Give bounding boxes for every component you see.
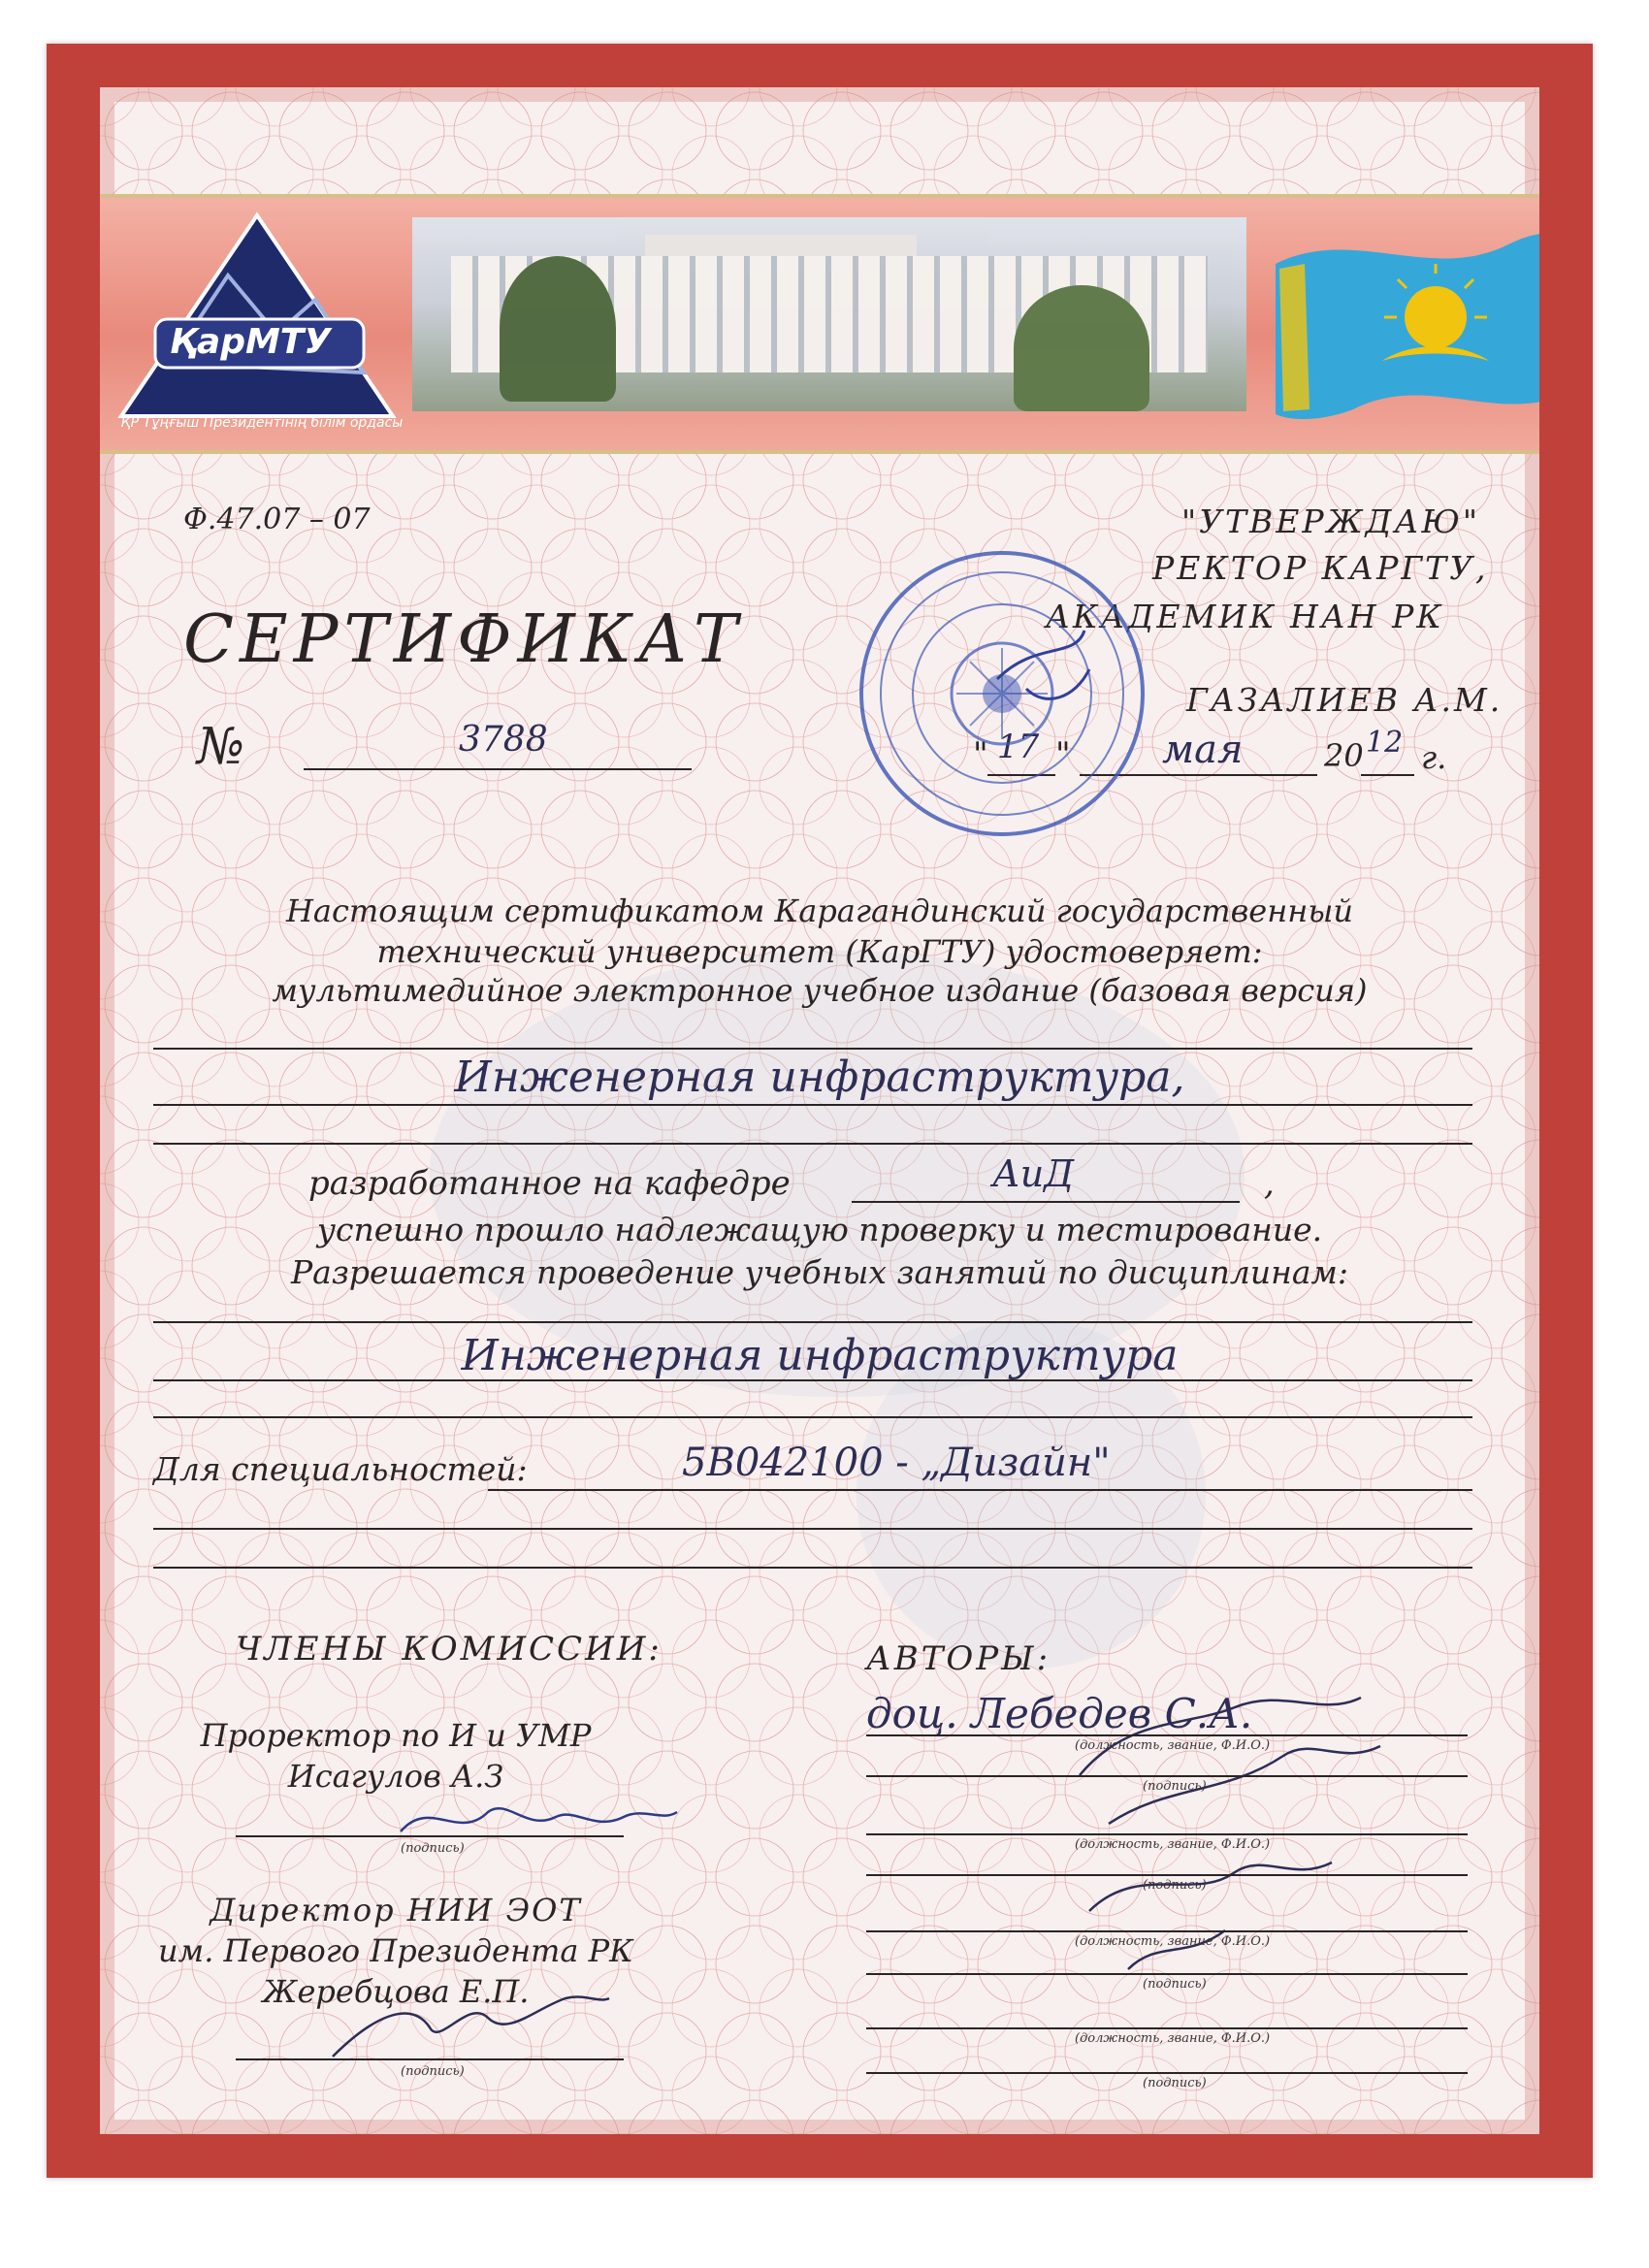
number-label: № xyxy=(197,718,245,776)
commission-title: ЧЛЕНЫ КОМИССИИ: xyxy=(236,1630,663,1669)
member2-signature-caption: (подпись) xyxy=(401,2064,465,2079)
approval-rector-name: ГАЗАЛИЕВ А.М. xyxy=(1186,681,1504,719)
intro-line-2: технический университет (КарГТУ) удостоверяет: xyxy=(376,933,1263,970)
certificate-frame xyxy=(47,44,1593,2178)
author4-position-caption: (должность, звание, Ф.И.О.) xyxy=(1075,2031,1271,2046)
approval-title: "УТВЕРЖДАЮ" xyxy=(1181,502,1481,540)
author1-position-caption: (должность, звание, Ф.И.О.) xyxy=(1075,1738,1271,1753)
department-line xyxy=(852,1201,1240,1203)
certificate-number: 3788 xyxy=(459,720,548,760)
approval-day: 17 xyxy=(997,728,1040,766)
author1: доц. Лебедев С.А. xyxy=(866,1690,1253,1737)
logo-name: ҚарМТУ xyxy=(170,322,332,362)
commission-member1-role: Проректор по И и УМР xyxy=(200,1717,592,1754)
kazakhstan-flag xyxy=(1266,225,1539,429)
author2-signature-caption: (подпись) xyxy=(1143,1878,1207,1893)
department-value: АиД xyxy=(992,1152,1075,1195)
passed-text: успешно прошло надлежащую проверку и тестирование. xyxy=(316,1211,1323,1248)
university-logo xyxy=(112,208,403,440)
commission-member2-role1: Директор НИИ ЭОТ xyxy=(210,1892,582,1928)
header-banner xyxy=(100,194,1539,454)
department-comma: , xyxy=(1264,1164,1275,1203)
author1-signature-caption: (подпись) xyxy=(1143,1779,1207,1794)
intro-line-3: мультимедийное электронное учебное издание (базовая версия) xyxy=(272,972,1368,1009)
university-building-photo xyxy=(412,217,1246,411)
commission-member2-name: Жеребцова Е.П. xyxy=(262,1973,530,2010)
certificate-title: СЕРТИФИКАТ xyxy=(183,601,744,678)
logo-subtitle: ҚР Тұңғыш Президентінің білім ордасы xyxy=(120,415,404,431)
member2-signature xyxy=(323,1989,614,2066)
specialty-value: 5В042100 - „Дизайн" xyxy=(682,1441,1111,1485)
author3-signature-caption: (подпись) xyxy=(1143,1977,1207,1992)
department-label: разработанное на кафедре xyxy=(308,1164,791,1203)
commission-member2-role2: им. Первого Президента РК xyxy=(158,1932,633,1969)
approval-month: мая xyxy=(1162,728,1244,772)
authors-title: АВТОРЫ: xyxy=(866,1639,1051,1678)
author2-position-caption: (должность, звание, Ф.И.О.) xyxy=(1075,1837,1271,1852)
approval-year-unit: г. xyxy=(1421,739,1447,776)
commission-member1-name: Исагулов А.З xyxy=(287,1758,504,1795)
author4-signature-caption: (подпись) xyxy=(1143,2076,1207,2090)
form-code: Ф.47.07 – 07 xyxy=(183,502,371,536)
intro-line-1: Настоящим сертификатом Карагандинский государственный xyxy=(285,892,1354,929)
member1-signature-caption: (подпись) xyxy=(401,1841,465,1856)
approval-line1: РЕКТОР КАРГТУ, xyxy=(1152,549,1489,587)
approval-line2: АКАДЕМИК НАН РК xyxy=(1046,598,1444,635)
discipline: Инженерная инфраструктура xyxy=(461,1331,1179,1380)
author3-position-caption: (должность, звание, Ф.И.О.) xyxy=(1075,1934,1271,1949)
approval-year-suffix: 12 xyxy=(1366,726,1404,760)
allowed-text: Разрешается проведение учебных занятий по дисциплинам: xyxy=(290,1253,1349,1291)
certificate-paper: ҚарМТУ ҚР Тұңғыш Президентінің білім ордасы Ф.47.07 – 07 "УТВЕРЖДАЮ" РЕКТОР КАРГТУ, АКАДЕМИК НАН РК ГАЗАЛИЕВ А.М. " 17 " мая 20 12 г. СЕРТИФИКАТ № 3788 Настоящим сертификатом Карагандинский государственный технический университет (КарГТУ) удостоверяет: мультимедийное электронное учебное издание (базовая версия) Инженерная инфраструктура, разработанное на кафедре АиД , успешно прошло надлежащую проверку и тестирование. Разрешается проведение учебных занятий по дисциплинам: Инженерная инфраструктура Для специальностей: 5В042100 - „Дизайн" ЧЛЕНЫ КОМИССИИ: Проректор по И и УМР Исагулов А.З (подпись) Директор НИИ ЭОТ им. Первого Президента РК Жеребцова Е.П. (подпись) АВТОРЫ: доц. Лебедев С.А. (должность, звание, Ф.И.О.) (подпись) (должность, звание, Ф.И.О.) (подпись) (должность, звание, Ф.И.О.) (подпись) (должность, звание, Ф.И.О.) (подпись) xyxy=(100,87,1539,2134)
specialty-label: Для специальностей: xyxy=(153,1450,528,1488)
year-line xyxy=(1361,774,1414,776)
edition-title: Инженерная инфраструктура, xyxy=(454,1053,1185,1102)
number-line xyxy=(304,768,692,770)
official-stamp xyxy=(852,543,1152,844)
approval-year-prefix: 20 xyxy=(1324,737,1364,774)
